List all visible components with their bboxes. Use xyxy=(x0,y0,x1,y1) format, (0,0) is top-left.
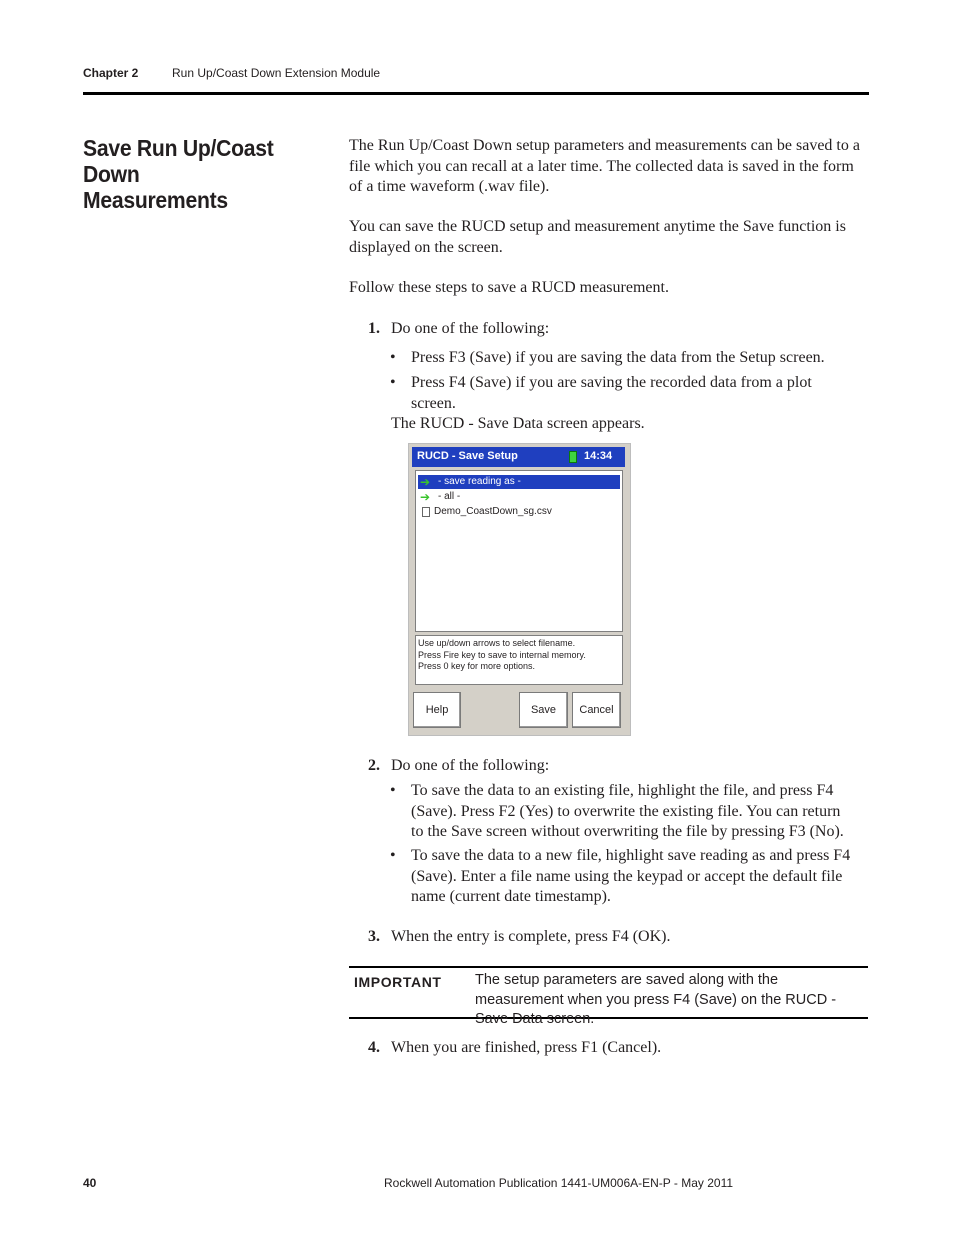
bullet-icon: • xyxy=(390,349,396,366)
help-line: Press 0 key for more options. xyxy=(418,661,536,671)
step-text: When the entry is complete, press F4 (OK). xyxy=(391,928,671,945)
bullet-icon: • xyxy=(390,374,396,391)
device-title: RUCD - Save Setup xyxy=(417,450,518,462)
list-item-label: Demo_CoastDown_sg.csv xyxy=(434,506,552,517)
file-icon xyxy=(422,507,430,517)
step-number: 1. xyxy=(368,320,380,337)
page-header xyxy=(83,66,869,95)
step-text: Do one of the following: xyxy=(391,757,550,774)
list-item[interactable] xyxy=(418,475,620,489)
device-file-list xyxy=(415,470,623,632)
device-title-bar xyxy=(412,447,625,467)
help-button[interactable]: Help xyxy=(413,692,461,728)
save-button[interactable]: Save xyxy=(519,692,568,728)
chapter-title: Run Up/Coast Down Extension Module xyxy=(172,66,381,80)
important-note xyxy=(349,966,868,1027)
page-number: 40 xyxy=(83,1176,97,1190)
list-item-label: - all - xyxy=(438,491,461,502)
intro-paragraph: The Run Up/Coast Down setup parameters and measurements can be saved to a file which you can recall at a later time. The collected data is saved in the form of a time waveform (.wav file). xyxy=(349,137,860,195)
list-item-label: - save reading as - xyxy=(438,476,521,487)
device-help-text xyxy=(415,635,623,685)
bullet-text: To save the data to a new file, highlight save reading as and press F4 (Save). Enter a file name using the keypad or accept the default file name (current date timestamp). xyxy=(411,847,851,905)
step-text: Do one of the following: xyxy=(391,320,550,337)
important-label: IMPORTANT xyxy=(354,974,442,990)
step-number: 3. xyxy=(368,928,380,945)
help-line: Use up/down arrows to select filename. xyxy=(418,638,576,648)
save-anytime-paragraph: You can save the RUCD setup and measurement anytime the Save function is displayed on the screen. xyxy=(349,218,846,256)
battery-icon xyxy=(569,451,577,463)
list-item[interactable] xyxy=(418,490,620,504)
chapter-number: Chapter 2 xyxy=(83,66,139,80)
bullet-text: Press F4 (Save) if you are saving the recorded data from a plot screen. xyxy=(411,374,812,412)
bullet-text: Press F3 (Save) if you are saving the data from the Setup screen. xyxy=(411,349,825,366)
important-text: The setup parameters are saved along with the measurement when you press F4 (Save) on the RUCD - Save Data screen. xyxy=(475,972,837,1027)
step-number: 2. xyxy=(368,757,380,774)
green-arrow-icon: ➔ xyxy=(420,490,431,504)
follow-steps-paragraph: Follow these steps to save a RUCD measurement. xyxy=(349,279,669,296)
bullet-text: To save the data to an existing file, highlight the file, and press F4 (Save). Press F2 (Yes) to overwrite the existing file. You can return to the Save screen without overwriting the file by pressing F3 (No). xyxy=(411,782,844,840)
section-heading-line-1: Save Run Up/Coast Down xyxy=(83,135,274,187)
bullet-icon: • xyxy=(390,847,396,864)
screen-appears-text: The RUCD - Save Data screen appears. xyxy=(391,415,645,432)
list-item[interactable] xyxy=(418,505,620,519)
green-arrow-icon: ➔ xyxy=(420,475,431,489)
section-heading-line-2: Measurements xyxy=(83,187,228,213)
device-clock: 14:34 xyxy=(584,450,613,462)
step-number: 4. xyxy=(368,1039,380,1056)
section-heading xyxy=(83,135,313,213)
help-line: Press Fire key to save to internal memory. xyxy=(418,649,586,660)
bullet-icon: • xyxy=(390,782,396,799)
device-screenshot xyxy=(408,443,631,736)
cancel-button[interactable]: Cancel xyxy=(572,692,621,728)
publication-info: Rockwell Automation Publication 1441-UM006A-EN-P - May 2011 xyxy=(384,1176,734,1190)
step-text: When you are finished, press F1 (Cancel). xyxy=(391,1039,662,1056)
